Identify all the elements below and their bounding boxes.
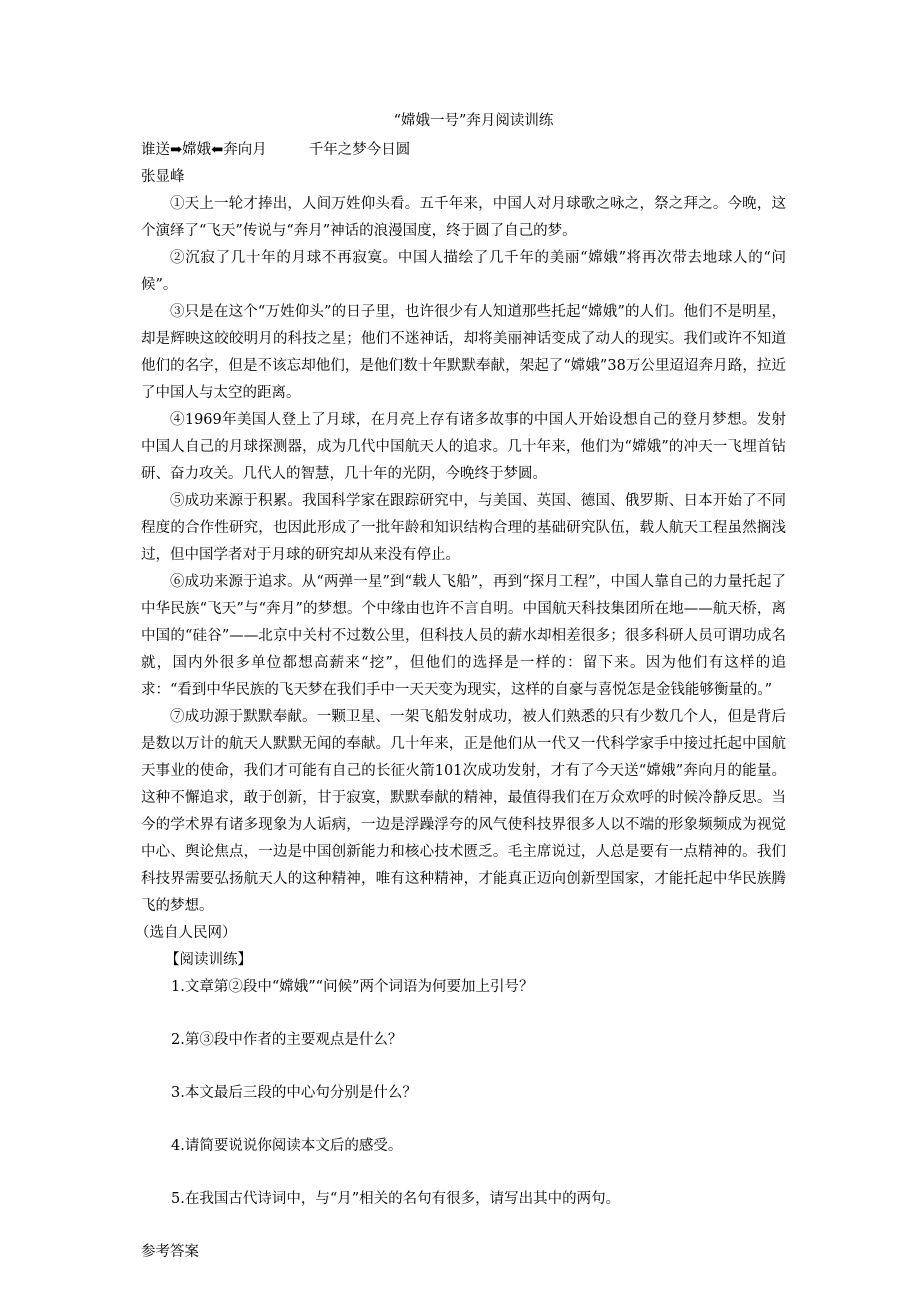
- question-1: 1.文章第②段中“嫦娥”“问候”两个词语为何要加上引号？: [171, 979, 534, 995]
- paragraph-7: ⑦成功源于默默奉献。一颗卫星、一架飞船发射成功，被人们熟悉的只有少数几个人，但是背后是数以万计的航天人默默无闻的奉献。几十年来，正是他们从一代又一代科学家手中接过托起中国航天事业的使命，我们才可能有自己的长征火箭101次成功发射，才有了今天送“嫦娥”奔向月的能量。这种不懈追求，敢于创新，甘于寂寞，默默奉献的精神，最值得我们在万众欢呼的时候冷静反思。当今的学术界有诸多现象为人诟病，一边是浮躁浮夸的风气使科技界很多人以不端的形象频频成为视觉中心、舆论焦点，一边是中国创新能力和核心技术匮乏。毛主席说过，人总是要有一点精神的。我们科技界需要弘扬航天人的这种精神，唯有这种精神，才能真正迈向创新型国家，才能托起中华民族腾飞的梦想。: [141, 709, 786, 914]
- subtitle-part-a: 谁送➡嫦娥⬅奔向月: [141, 142, 267, 158]
- question-2: 2.第③段中作者的主要观点是什么？: [171, 1032, 403, 1048]
- article-author: 张显峰: [141, 169, 185, 185]
- section-title: 【阅读训练】: [165, 952, 252, 968]
- article-title: “嫦娥一号”奔月阅读训练: [393, 113, 554, 129]
- subtitle-part-b: 千年之梦今日圆: [308, 142, 411, 158]
- paragraph-4: ④1969年美国人登上了月球，在月亮上存有诸多故事的中国人开始设想自己的登月梦想。发射中国人自己的月球探测器，成为几代中国航天人的追求。几十年来，他们为“嫦娥”的冲天一飞埋首钻研、奋力攻关。几代人的智慧，几十年的光阴，今晚终于梦圆。: [141, 412, 786, 482]
- answer-heading: 参考答案: [141, 1244, 199, 1260]
- paragraph-3: ③只是在这个“万姓仰头”的日子里，也许很少有人知道那些托起“嫦娥”的人们。他们不是明星，却是辉映这皎皎明月的科技之星；他们不迷神话，却将美丽神话变成了动人的现实。我们或许不知道他们的名字，但是不该忘却他们，是他们数十年默默奉献，架起了“嫦娥”38万公里迢迢奔月路，拉近了中国人与太空的距离。: [141, 304, 786, 401]
- question-3: 3.本文最后三段的中心句分别是什么？: [171, 1085, 417, 1101]
- article-subtitle: [141, 137, 786, 164]
- question-4: 4.请简要说说你阅读本文后的感受。: [171, 1138, 403, 1154]
- paragraph-5: ⑤成功来源于积累。我国科学家在跟踪研究中，与美国、英国、德国、俄罗斯、日本开始了不同程度的合作性研究，也因此形成了一批年龄和知识结构合理的基础研究队伍，载人航天工程虽然搁浅过，但中国学者对于月球的研究却从来没有停止。: [141, 493, 786, 563]
- document-page: [135, 108, 786, 1266]
- paragraph-2: ②沉寂了几十年的月球不再寂寞。中国人描绘了几千年的美丽“嫦娥”将再次带去地球人的“问候”。: [141, 250, 786, 293]
- paragraph-1: ①天上一轮才捧出，人间万姓仰头看。五千年来，中国人对月球歌之咏之，祭之拜之。今晚，这个演绎了“飞天”传说与“奔月”神话的浪漫国度，终于圆了自己的梦。: [141, 196, 786, 239]
- question-5: 5.在我国古代诗词中，与“月”相关的名句有很多，请写出其中的两句。: [171, 1191, 621, 1207]
- source-note: （选自人民网）: [135, 925, 237, 941]
- paragraph-6: ⑥成功来源于追求。从“两弹一星”到“载人飞船”，再到“探月工程”，中国人靠自己的力量托起了中华民族“飞天”与“奔月”的梦想。个中缘由也许不言自明。中国航天科技集团所在地——航天桥，离中国的“硅谷”——北京中关村不过数公里，但科技人员的薪水却相差很多；很多科研人员可谓功成名就，国内外很多单位都想高薪来“挖”，但他们的选择是一样的：留下来。因为他们有这样的追求：“看到中华民族的飞天梦在我们手中一天天变为现实，这样的自豪与喜悦怎是金钱能够衡量的。”: [141, 574, 786, 698]
